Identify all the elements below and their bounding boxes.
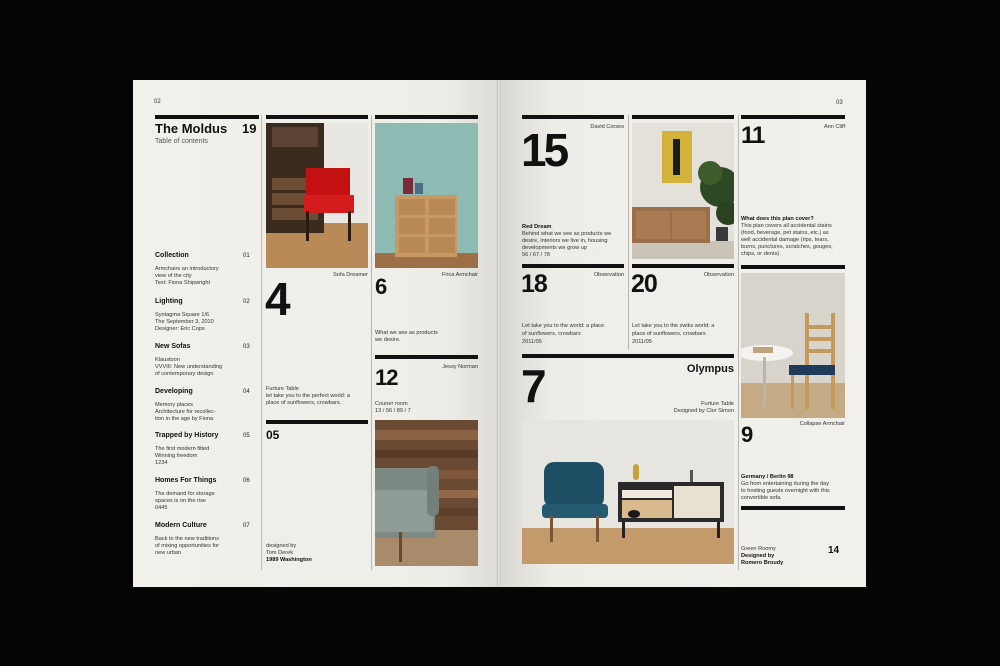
article-title: Furture Table [266,386,299,392]
feature-number: 20 [631,270,657,298]
footer-page-number: 14 [828,545,840,556]
toc-item-description: Designer: Eric Cops [155,326,205,332]
toc-item-title[interactable]: New Sofas [155,343,191,350]
article-text: of sunflowers, crowbars [522,331,581,337]
toc-item-description: VVVIII: New understanding [155,364,223,370]
photo-caption: Frica Armchair [441,272,478,278]
toc-item-title[interactable]: Developing [155,388,193,395]
feature-designer: Designed by Clor Simon [673,408,734,414]
left-page-number: 02 [154,99,161,105]
wooden-chair-photo [741,273,845,418]
photo-caption: Collapse Armchair [799,421,845,427]
answer-text: chips, or dents). [741,251,781,257]
toc-item-description: Klaustoon [155,357,180,363]
question-title: What does this plan cover? [741,216,814,222]
toc-item-number: 06 [243,478,250,484]
toc-item-description: The September 3, 2010 [155,319,214,325]
feature-number: 12 [375,365,398,390]
section-label: Observation [593,272,624,278]
toc-item-number: 01 [243,253,250,259]
toc-item-number: 07 [243,523,250,529]
toc-item-title[interactable]: Collection [155,252,189,259]
column-bar [375,115,478,119]
sideboard-photo [632,123,734,259]
title-bar [155,115,259,119]
feature-subtitle: Furture Table [701,401,734,407]
article-text: let take you to the perfect world: a [266,393,350,399]
toc-item-number: 05 [243,433,250,439]
answer-text: (food, beverage, pet stains, etc.) as [741,230,829,236]
feature-number: 9 [741,422,753,447]
cabinet-photo [375,123,478,268]
toc-item-description: The demand for storage [155,491,215,497]
toc-item-description: Armchairs an introductory [155,266,219,272]
article-text: desire, interiors we live in, housing [522,238,608,244]
toc-item-title[interactable]: Trapped by History [155,432,219,439]
column-divider [738,115,739,570]
column-bar [741,506,845,510]
toc-item-description: new urban [155,550,182,556]
toc-item-description: Text: Fiona Shipwright [155,280,211,286]
toc-item-number: 03 [243,344,250,350]
column-bar [375,355,478,359]
magazine-title: The Moldus [155,121,228,136]
footer-line: Designed by [741,553,775,559]
article-date: 2011/05 [632,339,652,345]
column-bar [632,115,734,119]
toc-item-description: of contemporary design [155,371,214,377]
article-text: Let take you to the zwiks world: a [632,323,715,329]
location-text: convertible sofa. [741,495,782,501]
column-bar [741,265,845,269]
toc-item-description: 0445 [155,505,168,511]
column-divider [261,115,262,570]
column-bar [266,115,368,119]
room-label: Couner room [375,401,408,407]
toc-item-description: spaces is on the rise [155,498,206,504]
toc-item-number: 04 [243,389,250,395]
feature-number: 4 [265,273,290,325]
room-pages: 13 / 56 / 89 / 7 [375,408,411,414]
answer-text: burns, punctures, scratches, gouges, [741,244,833,250]
column-bar [741,115,845,119]
toc-item-description: Architecture for recollec- [155,409,216,415]
feature-number: 15 [521,124,567,176]
toc-item-description: Winning freedom [155,453,198,459]
column-divider [371,115,372,570]
column-bar [632,264,734,268]
sofa-photo [375,420,478,566]
toc-item-title[interactable]: Lighting [155,298,183,305]
column-bar [522,264,624,268]
location-title: Germany / Berlin 98 [741,474,794,480]
author-name: Ann Cliff [823,124,845,130]
article-text: place of sunflowers, crowbars. [266,400,342,406]
answer-text: well accidental damage (rips, tears, [741,237,829,243]
footer-line: Green Roomy [741,546,776,552]
right-page-number: 03 [836,100,843,106]
toc-item-description: 1234 [155,460,168,466]
feature-title: Olympus [686,363,734,375]
column-bar [266,420,368,424]
location-text: to hosting guests overnight with this [741,488,830,494]
article-text: Let take you to the world: a place [522,323,605,329]
toc-item-title[interactable]: Homes For Things [155,477,217,484]
article-title: Red Dream [522,224,552,230]
article-text: we desire. [375,337,401,343]
article-pages: 56 / 67 / 78 [522,252,550,258]
answer-text: This plan covers all accidental stains [741,223,832,229]
article-date: 2011/05 [522,339,542,345]
feature-bar [522,354,734,358]
toc-item-description: tion in the age by Fiona [155,416,214,422]
feature-number: 18 [521,270,547,298]
footer-line: Romero Broudy [741,560,784,566]
photo-caption: Sofa Dreamer [333,272,368,278]
location-text: Go from entertaining during the day [741,481,829,487]
toc-item-description: Memory places [155,402,193,408]
feature-number: 6 [375,274,387,299]
red-chair-photo [266,123,368,268]
toc-item-description: The first modern fitted [155,446,210,452]
toc-item-number: 02 [243,299,250,305]
designer-name: Tom Derek [266,550,294,556]
article-text: Behind what we see as products we [522,231,612,237]
blue-chair-photo [522,420,734,564]
section-number: 05 [266,428,280,442]
feature-number: 7 [521,360,546,412]
designer-label: designed by [266,543,297,549]
toc-item-description: view of the city [155,273,192,279]
issue-number: 19 [242,121,257,136]
toc-item-description: of mixing opportunities for [155,543,220,549]
toc-item-description: Syntagma Square 1/6 [155,312,210,318]
author-name: David Corses [590,124,624,130]
toc-item-description: Back to the new traditions [155,536,220,542]
article-text: place of sunflowers, crowbars [632,331,706,337]
toc-item-title[interactable]: Modern Culture [155,522,207,529]
toc-subtitle: Table of contents [155,138,208,145]
column-bar [522,115,624,119]
column-divider [628,115,629,350]
designer-location: 1989 Washington [266,557,312,563]
article-text: What we see as products [375,330,438,336]
feature-number: 11 [741,122,765,149]
author-name: Jessy Norman [442,364,478,370]
magazine-spine [497,80,501,587]
article-text: developments we grow up [522,245,587,251]
section-label: Observation [703,272,734,278]
